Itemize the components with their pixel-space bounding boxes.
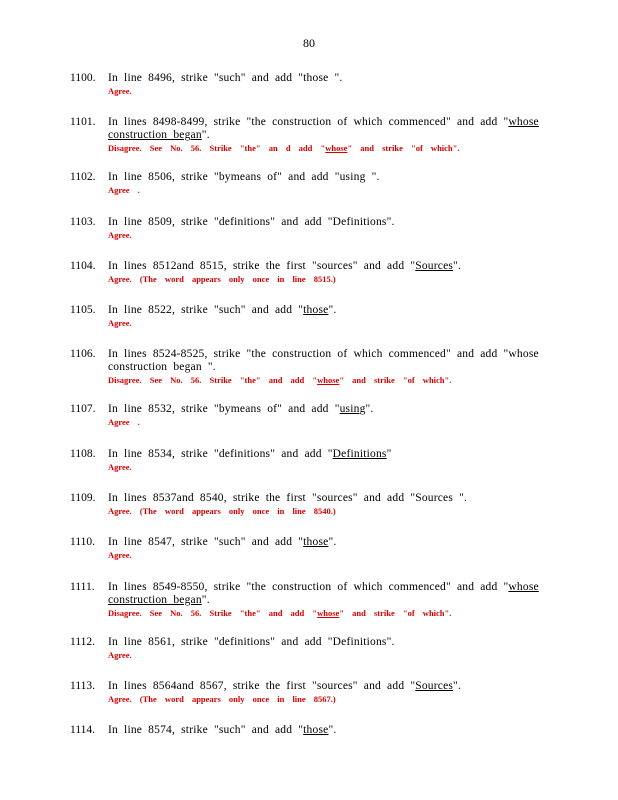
note-text: Disagree. See No. 56. Strike "the" and add ": [108, 607, 318, 618]
instruction-underlined-text: Definitions: [332, 447, 387, 460]
response-note: [108, 143, 518, 154]
amendment-instruction-line: [108, 724, 518, 737]
amendment-body: [108, 724, 518, 737]
amendment-number: 1102.: [70, 171, 96, 184]
instruction-text: In line 8561, strike "definitions" and add "Definitions".: [108, 635, 395, 648]
response-note: [108, 462, 518, 473]
note-text: Agree.: [108, 318, 132, 329]
instruction-underlined-text: those: [303, 536, 329, 549]
note-text: Agree .: [108, 417, 140, 428]
note-text: Agree.: [108, 649, 132, 660]
response-note: [108, 417, 518, 428]
note-underlined-text: whose: [317, 607, 340, 618]
instruction-text: ".: [201, 129, 210, 142]
response-note: [108, 318, 518, 329]
instruction-text: In lines 8512and 8515, strike the first "sources" and add ": [108, 259, 416, 272]
amendment-body: [108, 536, 518, 561]
amendment-instruction-line: [108, 361, 518, 374]
note-text: Agree. (The word appears only once in line 8567.): [108, 693, 336, 704]
amendment-number: 1100.: [70, 72, 96, 84]
amendment-instruction-line: [108, 492, 518, 505]
amendment-item: [70, 536, 540, 580]
note-text: Disagree. See No. 56. Strike "the" an d add ": [108, 143, 326, 154]
instruction-text: In lines 8498-8499, strike "the construction of which commenced" and add ": [108, 116, 509, 129]
amendment-instruction-line: [108, 171, 518, 184]
amendment-list: [70, 72, 540, 769]
amendment-item: [70, 492, 540, 536]
instruction-text: In line 8547, strike "such" and add ": [108, 536, 304, 549]
instruction-underlined-text: those: [303, 304, 329, 317]
instruction-text: In line 8522, strike "such" and add ": [108, 304, 304, 317]
instruction-text: ": [386, 447, 392, 460]
note-text: Agree.: [108, 86, 132, 96]
amendment-body: [108, 116, 539, 154]
amendment-number: 1114.: [70, 724, 96, 737]
amendment-body: [108, 304, 518, 329]
note-text: Disagree. See No. 56. Strike "the" and add ": [108, 375, 318, 386]
amendment-body: [108, 260, 518, 285]
amendment-item: [70, 403, 540, 447]
amendment-instruction-line: [108, 116, 539, 129]
instruction-text: In lines 8537and 8540, strike the first "sources" and add "Sources ".: [108, 492, 468, 505]
note-text: " and strike "of which".: [339, 375, 452, 386]
amendment-item: [70, 116, 540, 171]
amendment-number: 1105.: [70, 304, 96, 317]
amendment-body: [108, 216, 518, 241]
amendment-body: [108, 680, 518, 705]
instruction-text: In line 8574, strike "such" and add ": [108, 724, 304, 737]
amendment-instruction-line: [108, 216, 518, 229]
amendment-item: [70, 304, 540, 348]
amendment-number: 1101.: [70, 116, 96, 129]
response-note: [108, 506, 518, 517]
amendment-instruction-line: [108, 72, 518, 85]
response-note: [108, 86, 518, 97]
amendment-instruction-line: [108, 403, 518, 416]
instruction-text: In lines 8524-8525, strike "the construction of which commenced" and add "whose: [108, 348, 539, 361]
amendment-instruction-line: [108, 448, 518, 461]
amendment-number: 1112.: [70, 635, 96, 648]
instruction-text: ".: [453, 259, 462, 272]
instruction-text: In line 8534, strike "definitions" and add ": [108, 447, 333, 460]
amendment-body: [108, 636, 518, 661]
amendment-number: 1104.: [70, 259, 96, 272]
amendment-number: 1107.: [70, 403, 96, 416]
instruction-text: In line 8496, strike "such" and add "those ".: [108, 72, 343, 84]
amendment-item: [70, 260, 540, 304]
amendment-body: [108, 403, 518, 428]
amendment-number: 1111.: [70, 580, 95, 593]
instruction-text: In line 8509, strike "definitions" and add "Definitions".: [108, 215, 395, 228]
response-note: [108, 230, 518, 241]
response-note: [108, 375, 518, 386]
instruction-underlined-text: Sources: [415, 679, 454, 692]
amendment-item: [70, 636, 540, 680]
note-text: Agree .: [108, 185, 140, 196]
amendment-instruction-line: [108, 536, 518, 549]
amendment-instruction-line: [108, 680, 518, 693]
note-text: " and strike "of which".: [347, 143, 460, 154]
note-text: Agree.: [108, 550, 132, 561]
instruction-text: ".: [365, 403, 374, 416]
instruction-text: ".: [453, 679, 462, 692]
instruction-underlined-text: construction began: [108, 129, 202, 142]
instruction-text: ".: [328, 536, 337, 549]
amendment-item: [70, 581, 540, 636]
response-note: [108, 185, 518, 196]
amendment-instruction-line: [108, 304, 518, 317]
response-note: [108, 550, 518, 561]
note-underlined-text: whose: [325, 143, 348, 154]
amendment-instruction-line: [108, 580, 539, 594]
amendment-item: [70, 72, 540, 116]
amendment-number: 1109.: [70, 492, 96, 505]
amendment-instruction-line: [108, 636, 518, 649]
note-text: " and strike "of which".: [339, 607, 452, 618]
amendment-item: [70, 216, 540, 260]
instruction-text: In line 8506, strike "bymeans of" and add "using ".: [108, 171, 380, 184]
amendment-item: [70, 448, 540, 492]
response-note: [108, 608, 518, 619]
instruction-text: ".: [328, 724, 337, 737]
instruction-text: construction began ".: [108, 361, 216, 374]
response-note: [108, 694, 518, 705]
instruction-underlined-text: Sources: [415, 259, 454, 272]
response-note: [108, 650, 518, 661]
note-text: Agree.: [108, 461, 132, 472]
amendment-number: 1103.: [70, 215, 96, 228]
amendment-number: 1113.: [70, 679, 96, 692]
instruction-text: In lines 8549-8550, strike "the construction of which commenced" and add ": [108, 580, 509, 593]
note-text: Agree. (The word appears only once in line 8515.): [108, 273, 336, 284]
page-number: 80: [303, 36, 315, 50]
amendment-body: [108, 72, 518, 97]
instruction-text: In line 8532, strike "bymeans of" and add ": [108, 403, 340, 416]
amendment-item: [70, 348, 540, 403]
instruction-underlined-text: those: [303, 724, 329, 737]
amendment-number: 1108.: [70, 447, 96, 460]
instruction-underlined-text: construction began: [108, 593, 202, 606]
amendment-number: 1106.: [70, 348, 96, 361]
instruction-underlined-text: whose: [508, 580, 539, 593]
note-text: Agree.: [108, 229, 132, 240]
amendment-instruction-line: [108, 129, 518, 142]
instruction-text: ".: [328, 304, 337, 317]
note-text: Agree. (The word appears only once in line 8540.): [108, 506, 336, 517]
amendment-body: [108, 492, 518, 517]
amendment-body: [108, 448, 518, 473]
amendment-instruction-line: [108, 594, 518, 607]
amendment-item: [70, 680, 540, 724]
amendment-instruction-line: [108, 348, 539, 361]
amendment-item: [70, 724, 540, 768]
amendment-body: [108, 348, 539, 386]
response-note: [108, 274, 518, 285]
amendment-body: [108, 580, 539, 619]
amendment-body: [108, 171, 518, 196]
instruction-text: In lines 8564and 8567, strike the first "sources" and add ": [108, 679, 416, 692]
instruction-underlined-text: whose: [508, 116, 539, 129]
amendment-number: 1110.: [70, 536, 96, 549]
instruction-text: ".: [201, 593, 210, 606]
instruction-underlined-text: using: [339, 403, 366, 416]
note-underlined-text: whose: [317, 375, 340, 386]
amendment-instruction-line: [108, 260, 518, 273]
amendment-item: [70, 171, 540, 215]
